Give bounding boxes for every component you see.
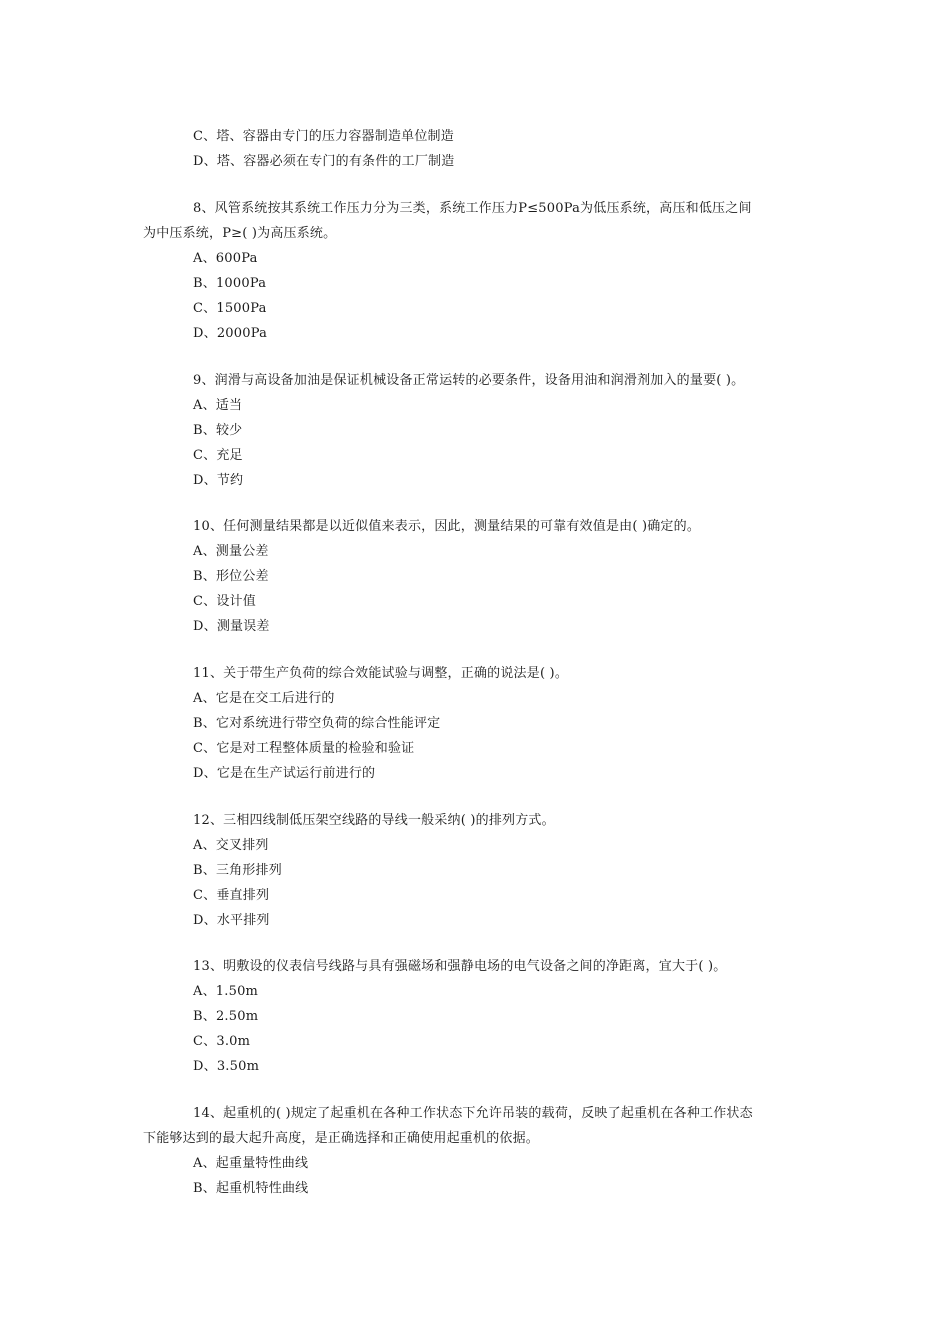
question-stem: 12、三相四线制低压架空线路的导线一般采纳( )的排列方式。 [193, 813, 555, 828]
option-line: B、较少 [193, 423, 243, 438]
option-line: D、它是在生产试运行前进行的 [193, 766, 376, 781]
option-line: B、起重机特性曲线 [193, 1181, 309, 1196]
option-line: D、节约 [193, 473, 244, 488]
option-line: D、塔、容器必须在专门的有条件的工厂制造 [193, 154, 455, 169]
option-line: C、3.0m [193, 1034, 251, 1049]
option-line: B、三角形排列 [193, 863, 282, 878]
option-line: D、2000Pa [193, 326, 268, 341]
question-stem: 10、任何测量结果都是以近似值来表示，因此，测量结果的可靠有效值是由( )确定的。 [193, 519, 701, 534]
question-stem: 11、关于带生产负荷的综合效能试验与调整，正确的说法是( )。 [193, 666, 569, 681]
option-line: C、它是对工程整体质量的检验和验证 [193, 741, 415, 756]
question-stem-continued: 为中压系统，P≥( )为高压系统。 [143, 226, 337, 241]
option-line: B、它对系统进行带空负荷的综合性能评定 [193, 716, 441, 731]
option-line: B、2.50m [193, 1009, 259, 1024]
question-stem-continued: 下能够达到的最大起升高度，是正确选择和正确使用起重机的依据。 [143, 1131, 540, 1146]
option-line: B、形位公差 [193, 569, 269, 584]
option-line: C、塔、容器由专门的压力容器制造单位制造 [193, 129, 454, 144]
option-line: C、1500Pa [193, 301, 267, 316]
option-line: C、垂直排列 [193, 888, 270, 903]
option-line: A、600Pa [193, 251, 258, 266]
option-line: A、适当 [193, 398, 243, 413]
question-stem: 8、风管系统按其系统工作压力分为三类，系统工作压力P≤500Pa为低压系统，高压和低压之间 [193, 201, 752, 216]
option-line: A、测量公差 [193, 544, 269, 559]
question-stem: 9、润滑与高设备加油是保证机械设备正常运转的必要条件，设备用油和润滑剂加入的量要( )。 [193, 373, 745, 388]
question-stem: 13、明敷设的仪表信号线路与具有强磁场和强静电场的电气设备之间的净距离，宜大于( )。 [193, 959, 727, 974]
option-line: C、充足 [193, 448, 243, 463]
option-line: D、测量误差 [193, 619, 270, 634]
option-line: A、起重量特性曲线 [193, 1156, 309, 1171]
option-line: D、3.50m [193, 1059, 260, 1074]
option-line: C、设计值 [193, 594, 256, 609]
option-line: D、水平排列 [193, 913, 270, 928]
question-stem: 14、起重机的( )规定了起重机在各种工作状态下允许吊装的载荷，反映了起重机在各种工作状态 [193, 1106, 753, 1121]
option-line: B、1000Pa [193, 276, 267, 291]
option-line: A、1.50m [193, 984, 259, 999]
option-line: A、它是在交工后进行的 [193, 691, 335, 706]
option-line: A、交叉排列 [193, 838, 269, 853]
